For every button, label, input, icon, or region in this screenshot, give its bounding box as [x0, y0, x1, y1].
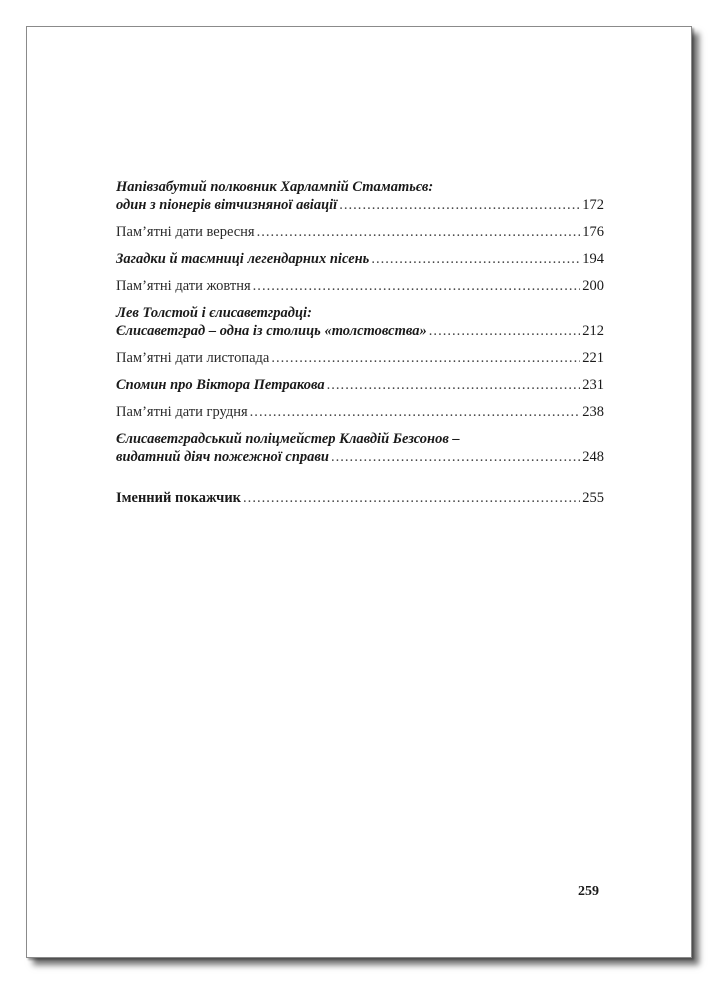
- toc-entry-line: [116, 322, 604, 340]
- toc-entry-september: [116, 223, 604, 241]
- toc-entry-stamatiev: [116, 178, 604, 214]
- toc-entry-november: [116, 349, 604, 367]
- toc-entry-heading: [116, 430, 604, 448]
- toc-entry-line: [116, 196, 604, 214]
- leader-dots: [271, 349, 580, 367]
- toc-page-number: 238: [582, 404, 604, 420]
- toc-entry-title: Загадки й таємниці легендарних пісень: [116, 251, 370, 267]
- page-number: 259: [578, 884, 599, 899]
- toc-entry-title: Пам’ятні дати жовтня: [116, 278, 251, 294]
- toc-page-number: 221: [582, 350, 604, 366]
- toc-entry-line: [116, 250, 604, 268]
- leader-dots: [253, 277, 581, 295]
- toc-page-number: 200: [582, 278, 604, 294]
- leader-dots: [243, 489, 580, 507]
- leader-dots: [257, 223, 581, 241]
- toc-entry-october: [116, 277, 604, 295]
- leader-dots: [429, 322, 580, 340]
- toc-entry-title: Пам’ятні дати грудня: [116, 404, 248, 420]
- toc-entry-heading: [116, 304, 604, 322]
- toc-entry-petrakov: [116, 376, 604, 394]
- toc-entry-title: видатний діяч пожежної справи: [116, 449, 329, 465]
- leader-dots: [331, 448, 580, 466]
- toc-page-number: 255: [582, 490, 604, 506]
- toc-entry-title: Іменний покажчик: [116, 490, 242, 506]
- section-gap: [116, 475, 604, 489]
- toc-entry-heading-text: Напівзабутий полковник Харлампій Стаматьєв:: [116, 179, 434, 195]
- table-of-contents: [116, 178, 604, 516]
- toc-entry-line: [116, 403, 604, 421]
- toc-entry-line: [116, 448, 604, 466]
- toc-page-number: 248: [582, 449, 604, 465]
- toc-entry-december: [116, 403, 604, 421]
- leader-dots: [327, 376, 581, 394]
- toc-entry-heading: [116, 178, 604, 196]
- toc-entry-title: Пам’ятні дати листопада: [116, 350, 270, 366]
- toc-entry-tolstoy: [116, 304, 604, 340]
- toc-entry-heading-text: Лев Толстой і єлисаветградці:: [116, 305, 312, 321]
- toc-entry-line: [116, 376, 604, 394]
- toc-entry-title: Пам’ятні дати вересня: [116, 224, 255, 240]
- toc-page-number: 231: [582, 377, 604, 393]
- toc-entry-line: [116, 349, 604, 367]
- toc-entry-line: [116, 489, 604, 507]
- toc-entry-title: один з піонерів вітчизняної авіації: [116, 197, 338, 213]
- toc-entry-heading-text: Єлисаветградський поліцмейстер Клавдій Безсонов –: [116, 431, 460, 447]
- toc-page-number: 194: [582, 251, 604, 267]
- toc-entry-bezsonov: [116, 430, 604, 466]
- toc-page-number: 172: [582, 197, 604, 213]
- toc-page-number: 212: [582, 323, 604, 339]
- toc-page-number: 176: [582, 224, 604, 240]
- toc-entry-title: Спомин про Віктора Петракова: [116, 377, 325, 393]
- toc-entry-name-index: [116, 489, 604, 507]
- toc-entry-line: [116, 223, 604, 241]
- toc-entry-line: [116, 277, 604, 295]
- toc-entry-songs: [116, 250, 604, 268]
- leader-dots: [371, 250, 580, 268]
- leader-dots: [339, 196, 580, 214]
- toc-entry-title: Єлисаветград – одна із столиць «толстовства»: [116, 323, 427, 339]
- leader-dots: [250, 403, 581, 421]
